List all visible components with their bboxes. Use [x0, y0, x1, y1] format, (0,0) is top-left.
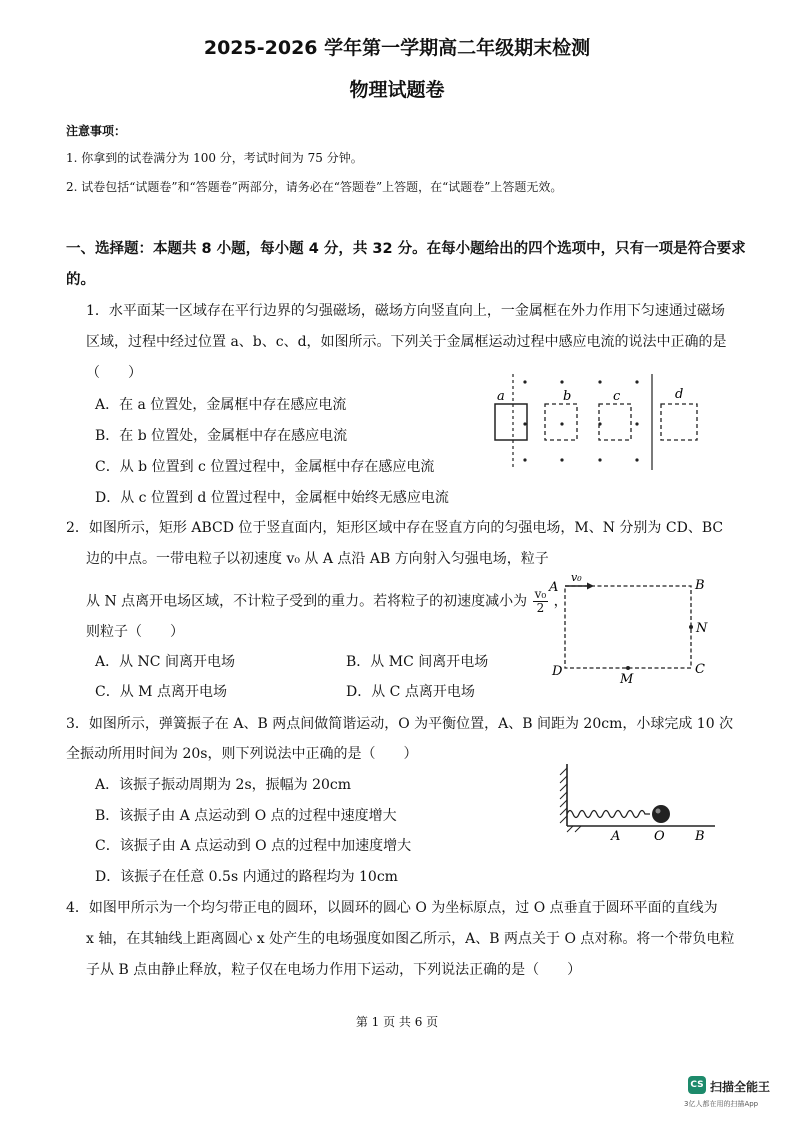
q2-line3	[86, 588, 568, 615]
q3-line2: 全振动所用时间为 20s，则下列说法中正确的是（ ）	[66, 746, 418, 762]
label-b: b	[563, 389, 572, 404]
label-c: c	[613, 389, 621, 404]
note-item-2: 2. 试卷包括“试题卷”和“答题卷”两部分，请务必在“答题卷”上答题，在“试题卷”上答题无效。	[66, 180, 563, 194]
q2-rectangle-figure	[545, 570, 720, 685]
label-M: M	[620, 672, 634, 685]
q1-line1: 1．水平面某一区域存在平行边界的匀强磁场，磁场方向竖直向上，一金属框在外力作用下匀速通过磁场	[86, 303, 725, 319]
label-d: d	[675, 387, 684, 402]
q3-line1: 3．如图所示，弹簧振子在 A、B 两点间做简谐运动，O 为平衡位置，A、B 间距为 20cm，小球完成 10 次	[66, 716, 734, 732]
q4-line2: x 轴，在其轴线上距离圆心 x 处产生的电场强度如图乙所示，A、B 两点关于 O 点对称。将一个带负电粒	[86, 931, 735, 947]
q2-line3-end: ，	[553, 593, 568, 610]
q2-option-d: D．从 C 点离开电场	[346, 684, 475, 700]
q2-option-a: A．从 NC 间离开电场	[95, 654, 235, 670]
q2-option-b: B．从 MC 间离开电场	[346, 654, 489, 670]
q3-spring-figure	[555, 760, 720, 845]
point-M	[626, 666, 630, 670]
label-N: N	[696, 621, 708, 636]
page-number: 第 1 页 共 6 页	[355, 1015, 439, 1029]
q3-option-d: D．该振子在任意 0.5s 内通过的路程均为 10cm	[95, 869, 398, 885]
q2-frac-denominator: 2	[536, 601, 545, 615]
q2-line2: 边的中点。一带电粒子以初速度 v₀ 从 A 点沿 AB 方向射入匀强电场，粒子	[86, 551, 549, 567]
label-D: D	[552, 664, 563, 679]
wall-hatching	[560, 768, 567, 823]
label-B: B	[695, 578, 705, 593]
scanner-logo-icon: CS	[688, 1076, 706, 1094]
q1-option-c: C．从 b 位置到 c 位置过程中，金属框中存在感应电流	[95, 459, 435, 475]
note-item-1: 1. 你拿到的试卷满分为 100 分，考试时间为 75 分钟。	[66, 151, 363, 165]
scanner-app-name: 扫描全能王	[710, 1080, 771, 1094]
q2-option-c: C．从 M 点离开电场	[95, 684, 227, 700]
ball	[652, 805, 670, 823]
frame-d	[661, 404, 697, 440]
velocity-arrowhead	[587, 583, 594, 590]
section-heading-line1: 一、选择题：本题共 8 小题，每小题 4 分，共 32 分。在每小题给出的四个选项中，只有一项是符合要求	[66, 241, 746, 257]
label-C: C	[695, 662, 705, 677]
label-O: O	[654, 829, 665, 844]
floor-hatching	[567, 826, 581, 832]
field-dots	[523, 380, 638, 461]
scanner-tagline: 3亿人都在用的扫描App	[684, 1100, 759, 1108]
q3-option-a: A．该振子振动周期为 2s，振幅为 20cm	[95, 777, 352, 793]
notes-heading: 注意事项：	[66, 124, 127, 138]
section-heading-line2: 的。	[66, 272, 95, 288]
q1-paren: （ ）	[86, 365, 142, 381]
ball-highlight	[656, 809, 661, 814]
frame-a	[495, 404, 527, 440]
field-rectangle	[565, 586, 691, 668]
spring	[567, 811, 650, 818]
q2-line4: 则粒子（ ）	[86, 624, 184, 640]
q3-option-b: B．该振子由 A 点运动到 O 点的过程中速度增大	[95, 808, 397, 824]
q3-option-c: C．该振子由 A 点运动到 O 点的过程中加速度增大	[95, 838, 412, 854]
label-a: a	[497, 389, 505, 404]
q1-magnetic-field-figure	[485, 372, 715, 472]
q1-line2: 区域，过程中经过位置 a、b、c、d，如图所示。下列关于金属框运动过程中感应电流的说法中正确的是	[86, 334, 727, 350]
frame-b	[545, 404, 577, 440]
exam-subtitle: 物理试题卷	[349, 79, 445, 101]
q2-line3-text: 从 N 点离开电场区域，不计粒子受到的重力。若将粒子的初速度减小为	[86, 593, 528, 610]
label-B: B	[695, 829, 705, 844]
q1-option-b: B．在 b 位置处，金属框中存在感应电流	[95, 428, 348, 444]
q2-line1: 2．如图所示，矩形 ABCD 位于竖直面内，矩形区域中存在竖直方向的匀强电场，M、N 分别为 CD、BC	[66, 520, 724, 536]
q1-option-d: D．从 c 位置到 d 位置过程中，金属框中始终无感应电流	[95, 490, 449, 506]
label-A: A	[549, 580, 559, 595]
label-A: A	[611, 829, 621, 844]
q2-frac-numerator: v₀	[534, 587, 547, 601]
frame-c	[599, 404, 631, 440]
point-N	[689, 625, 693, 629]
label-v0: v₀	[571, 571, 582, 584]
q4-line1: 4．如图甲所示为一个均匀带正电的圆环，以圆环的圆心 O 为坐标原点，过 O 点垂直于圆环平面的直线为	[66, 900, 718, 916]
q4-line3: 子从 B 点由静止释放，粒子仅在电场力作用下运动，下列说法正确的是（ ）	[86, 962, 582, 978]
exam-title: 2025-2026 学年第一学期高二年级期末检测	[203, 37, 591, 59]
q1-option-a: A．在 a 位置处，金属框中存在感应电流	[95, 397, 347, 413]
